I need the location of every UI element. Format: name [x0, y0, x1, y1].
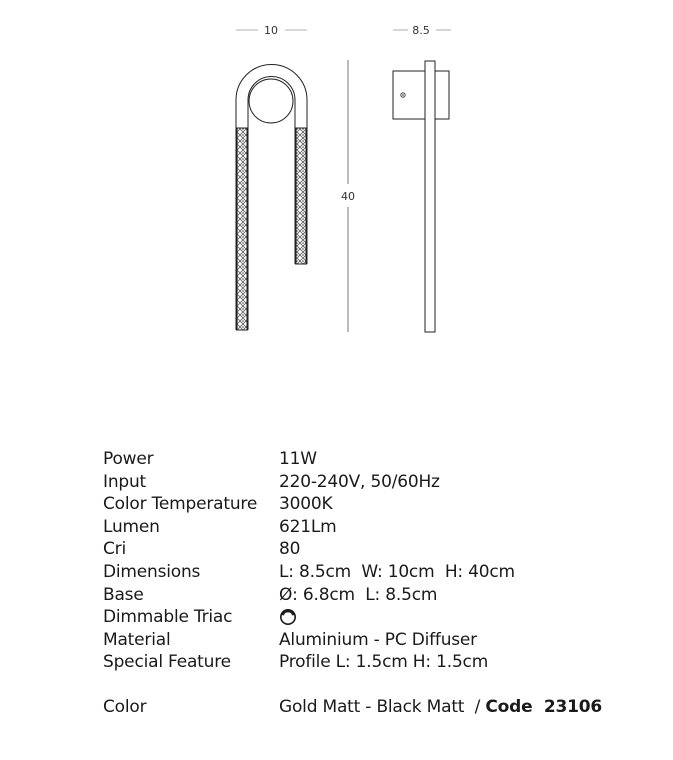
spec-label: Cri	[103, 539, 126, 560]
spec-label: Lumen	[103, 516, 160, 537]
spec-row-dimmable-triac	[103, 606, 623, 629]
side-depth-label: 8.5	[412, 24, 430, 37]
spec-row-color	[103, 696, 623, 719]
product-code: Code 23106	[485, 696, 603, 717]
color-label: Color	[103, 696, 147, 717]
spec-label: Material	[103, 629, 171, 650]
specifications-table	[103, 448, 623, 719]
base-disc-front	[249, 79, 293, 123]
spec-row-special-feature	[103, 651, 623, 674]
front-width-dimension	[236, 24, 307, 37]
spec-row-material	[103, 629, 623, 652]
spec-label: Base	[103, 584, 144, 605]
spec-value: 80	[279, 539, 301, 560]
spec-row-power	[103, 448, 623, 471]
height-label: 40	[341, 190, 355, 203]
spec-value: Aluminium - PC Diffuser	[279, 629, 477, 650]
spec-value: Profile L: 1.5cm H: 1.5cm	[279, 652, 489, 673]
spec-label: Input	[103, 471, 147, 492]
profile-side	[425, 61, 435, 332]
left-diffuser	[237, 128, 247, 330]
side-view	[393, 61, 449, 332]
height-dimension	[341, 60, 355, 332]
spec-value: Ø: 6.8cm L: 8.5cm	[279, 584, 438, 605]
dimmable-icon	[279, 608, 297, 626]
front-view	[236, 65, 307, 331]
right-diffuser	[296, 128, 306, 264]
spec-value: 220-240V, 50/60Hz	[279, 471, 440, 492]
spec-value: L: 8.5cm W: 10cm H: 40cm	[279, 561, 515, 582]
spec-label: Color Temperature	[103, 494, 258, 515]
wall-mount-side	[393, 71, 449, 119]
spec-label: Dimensions	[103, 561, 201, 582]
side-depth-dimension	[393, 24, 451, 37]
spec-label: Dimmable Triac	[103, 607, 233, 628]
spec-value: 11W	[279, 449, 317, 469]
spec-row-lumen	[103, 516, 623, 539]
technical-drawing	[0, 0, 673, 350]
spec-row-color-temperature	[103, 493, 623, 516]
spec-row-dimensions	[103, 561, 623, 584]
spec-value: 621Lm	[279, 516, 337, 537]
front-width-label: 10	[264, 24, 278, 37]
spec-value: 3000K	[279, 494, 333, 515]
color-value: Gold Matt - Black Matt /	[279, 696, 486, 717]
spec-label: Special Feature	[103, 652, 231, 673]
spec-label: Power	[103, 449, 154, 469]
spec-row-cri	[103, 538, 623, 561]
spec-row-base	[103, 584, 623, 607]
spec-row-input	[103, 471, 623, 494]
